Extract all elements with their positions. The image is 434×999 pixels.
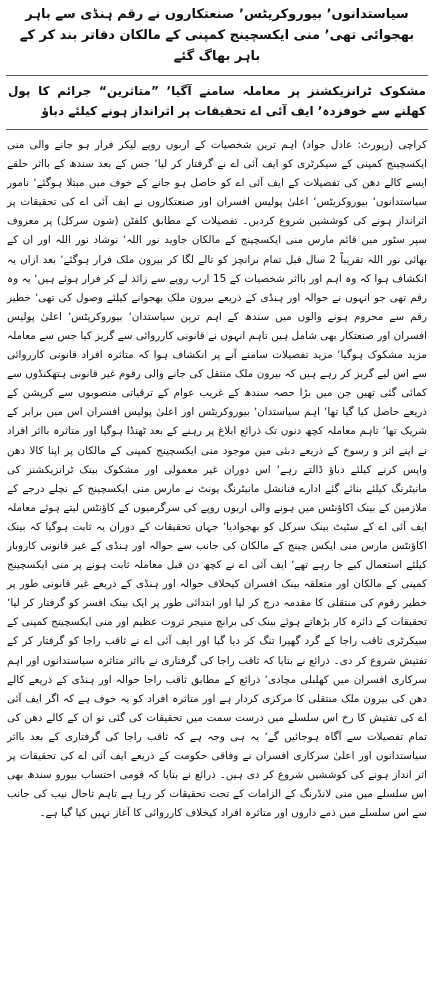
article-body: کراچی (رپورٹ: عادل جواد) اہم ترین شخصیات کے اربوں روپے لیکر فرار ہو جانے والی منی ایکسچینج کمپنی کے سیکرٹری کو ایف آئی اے نے گرفتار کر لیا٬ جس کے بعد سندھ کے بااثر حلقے ایسے کالے دھن کی تفصیلات کے ایف آئی اے کو حاصل ہو جانے کے خوف میں مبتلا ہوگئے٬ نامور سیاستدانوں٬ بیوروکریٹس٬ اعلیٰ پولیس افسران اور صنعتکاروں نے ایف آئی اے کی تحقیقات پر اثرانداز ہونے کی کوششیں شروع کردیں۔ تفصیلات کے مطابق کلفٹن (شون سرکل) پر معروف سپر سٹور میں قائم مارس منی ایکسچینج کے مالکان جاوید نور اللہ٬ نوشاد نور اللہ اور ان کے بھائی نور اللہ تقریباً 2 سال قبل تمام برانچز کو تالے لگا کر بیرون ملک فرار ہوگئے٬ بعد ازاں یہ انکشاف ہوا کہ وہ اہم اور بااثر شخصیات کے 15 ارب روپے سے زائد لے کر فرار ہوئے ہیں٬ یہ وہ رقم تھی جو انہوں نے حوالہ اور ہنڈی کے ذریعے بیرون ملک بھجوانے کیلئے وصول کی تھی٬ خطیر رقم سے محروم ہونے والوں میں سندھ کے اہم ترین سیاستدان٬ بیوروکریٹس٬ اعلیٰ پولیس افسران اور صنعتکار بھی شامل ہیں تاہم انہوں نے قانونی کارروائی سے گریز کیا جس سے معاملہ مزید مشکوک ہوگیا٬ مزید تفصیلات سامنے آنے پر انکشاف ہوا کہ متاثرہ افراد قانونی کارروائی سے اس لیے گریز کر رہے ہیں کہ بیرون ملک منتقل کی جانے والی رقوم غیر قانونی ہتھکنڈوں سے کمائی گئی تھیں جن میں بڑا حصہ سندھ کے غریب عوام کے ترقیاتی منصوبوں سے کرپشن کے ذریعے حاصل کیا گیا تھا٬ اہم سیاستدان٬ بیوروکریٹس اور اعلیٰ پولیس افسران اس میں برابر کے شریک تھا٬ تاہم معاملہ کچھ دنوں تک ذرائع ابلاغ پر رہنے کے بعد ٹھنڈا ہوگیا اور متاثرہ بااثر افراد نے اپنے اثر و رسوخ کے ذریعے دبئی میں موجود منی ایکسچینج کمپنی کے مالکان پر اپنا کالا دھن واپس کرنے کیلئے دباؤ ڈالتے رہے٬ اس دوران غیر معمولی اور مشکوک بینک ٹرانزیکشنز کی مانیٹرنگ کیلئے بنائے گئے ادارے فنانشل مانیٹرنگ یونٹ نے مارس منی ایکسچینج کے نچلے درجے کے ملازمین کے بینک اکاؤنٹس میں ہونے والی اربوں روپے کی سرگرمیوں کے کاؤنٹس لیتے ہوئے معاملہ ایف آئی اے کے سٹیٹ بینک سرکل کو بھجوادیا٬ جہاں تحقیقات کے دوران یہ ثابت ہوگیا کہ بینک اکاؤنٹس مارس منی ایکس چینج کے مالکان کی جانب سے حوالہ اور ہنڈی کے غیر قانونی کاروبار کیلئے استعمال کیے جا رہے تھے٬ ایف آئی اے نے کچھ دن قبل معاملہ ثابت ہونے پر منی ایکسچینج کمپنی کے مالکان اور متعلقہ بینک افسران کیخلاف حوالہ اور ہنڈی کے ذریعے غیر قانونی طور پر خطیر رقوم کی منتقلی کا مقدمہ درج کر لیا اور ابتدائی طور پر ایک بینک افسر کو گرفتار کر لیا٬ تحقیقات کے دائرہ کار بڑھاتے ہوئے بینک کی برانچ منیجر ثروت عظیم اور منی ایکسچینج کمپنی کے سیکرٹری ثاقب راجا کے گرد گھیرا تنگ کر دیا گیا اور ایف آئی اے نے ثاقب راجا کو گرفتار کر کے تفتیش شروع کر دی۔ ذرائع نے بتایا کہ ثاقب راجا کی گرفتاری نے بااثر متاثرہ سیاستدانوں اور اہم سرکاری افسران میں کھلبلی مچادی٬ ذرائع کے مطابق ثاقب راجا حوالہ اور ہنڈی کے ذریعے کالے دھن کی بیرون ملک منتقلی کا مرکزی کردار ہے اور متاثرہ افراد کو یہ خوف ہے کہ اگر ایف آئی اے کی تفتیش کا رخ اس سلسلے میں درست سمت میں تحقیقات کی گئی تو ان کے کالے دھن کی تمام تفصیلات سے آگاہ ہوجائیں گے٬ یہ ہی وجہ ہے کہ ثاقب راجا کی گرفتاری کے بعد بااثر سیاستدانوں اور اعلیٰ سرکاری افسران نے وفاقی حکومت کے ذریعے ایف آئی اے کی تحقیقات پر اثر انداز ہونے کی کوششیں شروع کر دی ہیں۔ ذرائع نے بتایا کہ قومی احتساب بیورو سندھ بھی اس سلسلے میں منی لانڈرنگ کے الزامات کے تحت تحقیقات کر رہا ہے تاہم تاحال نیب کی جانب سے اس سلسلے میں ذمے داروں اور متاثرہ افراد کیخلاف کارروائی کا آغاز نہیں کیا گیا ہے۔ xyxy=(7,139,428,820)
divider xyxy=(6,75,428,76)
subheadline: مشکوک ٹرانزیکشنز پر معاملہ سامنے آگیا٬ ”متاثرین“ جرائم کا پول کھلنے سے خوفزدہ٬ ایف آئی اے تحقیقات پر اثرانداز ہونے کیلئے دباؤ xyxy=(8,84,426,118)
divider xyxy=(6,129,428,130)
headline: سیاستدانوں٬ بیوروکریٹس٬ صنعتکاروں نے رقم ہنڈی سے باہر بھجوائی تھی٬ منی ایکسچینج کمپنی کے مالکان دفاتر بند کر کے باہر بھاگ گئے xyxy=(19,7,415,64)
